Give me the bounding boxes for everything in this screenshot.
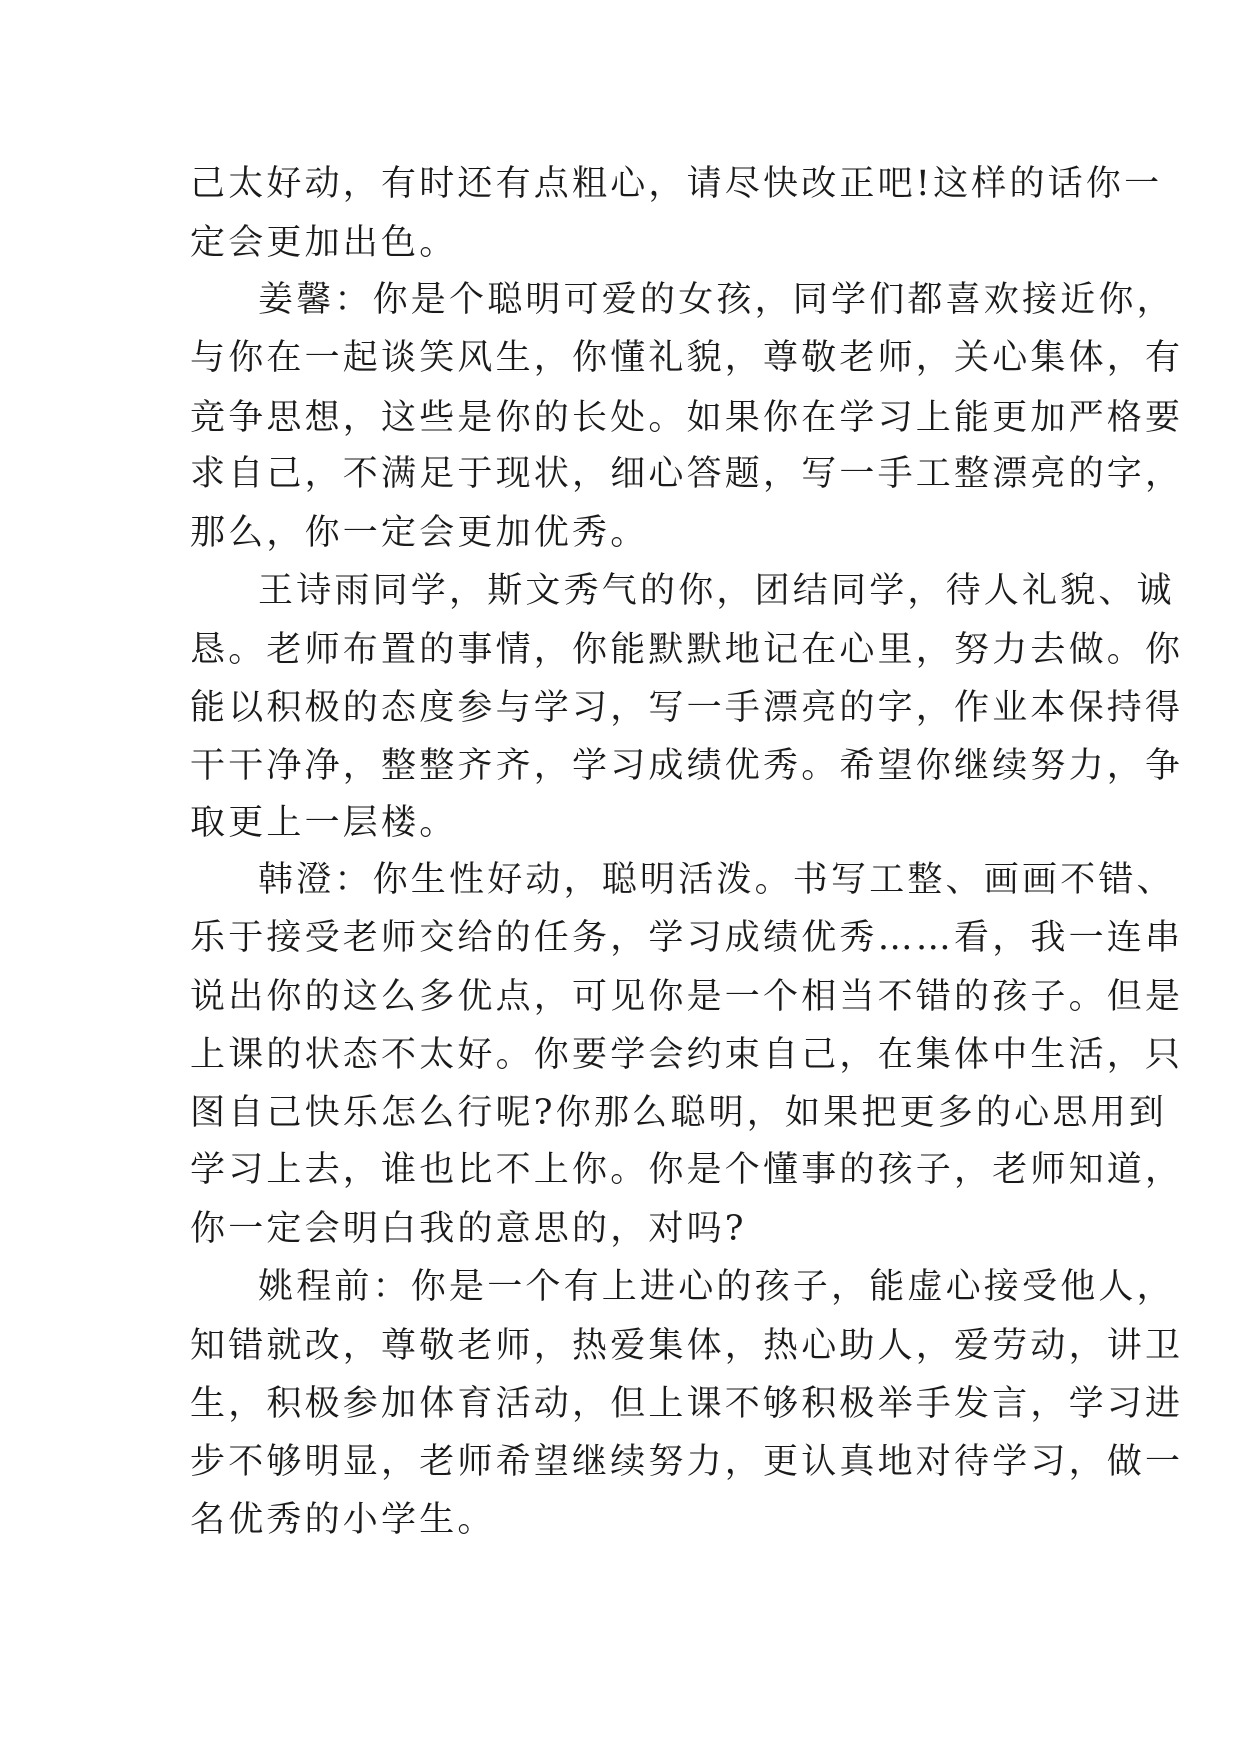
text-line: 上课的状态不太好。你要学会约束自己，在集体中生活，只 xyxy=(190,1035,1184,1075)
text-line: 说出你的这么多优点，可见你是一个相当不错的孩子。但是 xyxy=(190,977,1184,1017)
text-line: 知错就改，尊敬老师，热爱集体，热心助人，爱劳动，讲卫 xyxy=(190,1326,1184,1366)
text-line: 竞争思想，这些是你的长处。如果你在学习上能更加严格要 xyxy=(190,398,1184,438)
text-line: 学习上去，谁也比不上你。你是个懂事的孩子，老师知道， xyxy=(190,1150,1184,1190)
text-line: 那么，你一定会更加优秀。 xyxy=(190,513,649,553)
paragraph-start-yao-cheng-qian: 姚程前：你是一个有上进心的孩子，能虚心接受他人， xyxy=(258,1267,1175,1307)
text-line: 生，积极参加体育活动，但上课不够积极举手发言，学习进 xyxy=(190,1384,1184,1424)
text-line: 恳。老师布置的事情，你能默默地记在心里，努力去做。你 xyxy=(190,630,1184,670)
text-line: 你一定会明白我的意思的，对吗? xyxy=(190,1209,747,1249)
text-line: 求自己，不满足于现状，细心答题，写一手工整漂亮的字， xyxy=(190,454,1184,494)
text-line: 图自己快乐怎么行呢?你那么聪明，如果把更多的心思用到 xyxy=(190,1093,1167,1133)
text-line: 步不够明显，老师希望继续努力，更认真地对待学习，做一 xyxy=(190,1442,1184,1482)
text-line: 取更上一层楼。 xyxy=(190,803,458,843)
text-line: 乐于接受老师交给的任务，学习成绩优秀……看，我一连串 xyxy=(190,918,1184,958)
text-line: 己太好动，有时还有点粗心，请尽快改正吧!这样的话你一 xyxy=(190,164,1163,204)
text-line: 定会更加出色。 xyxy=(190,223,458,263)
paragraph-start-jiang-xin: 姜馨：你是个聪明可爱的女孩，同学们都喜欢接近你， xyxy=(258,280,1175,320)
text-line: 与你在一起谈笑风生，你懂礼貌，尊敬老师，关心集体，有 xyxy=(190,338,1184,378)
text-line: 干干净净，整整齐齐，学习成绩优秀。希望你继续努力，争 xyxy=(190,746,1184,786)
paragraph-start-wang-shi-yu: 王诗雨同学，斯文秀气的你，团结同学，待人礼貌、诚 xyxy=(258,571,1175,611)
paragraph-start-han-cheng: 韩澄：你生性好动，聪明活泼。书写工整、画画不错、 xyxy=(258,860,1175,900)
text-line: 名优秀的小学生。 xyxy=(190,1500,496,1540)
text-line: 能以积极的态度参与学习，写一手漂亮的字，作业本保持得 xyxy=(190,688,1184,728)
